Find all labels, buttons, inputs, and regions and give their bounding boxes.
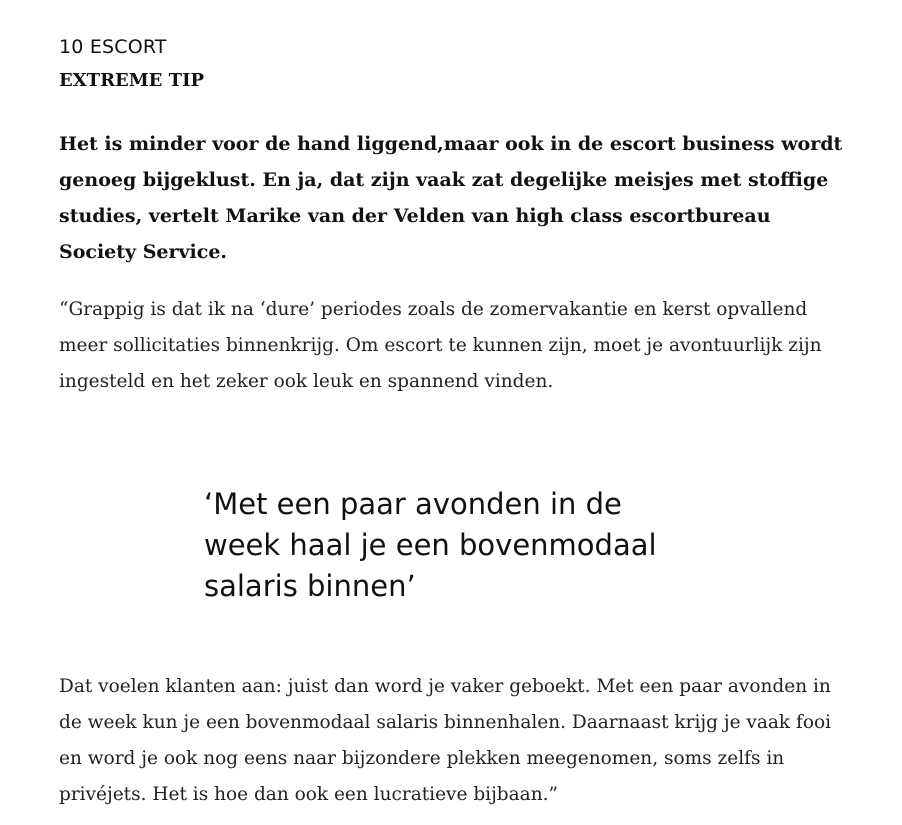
intro-paragraph: Het is minder voor de hand liggend,maar ook in de escort business wordt genoeg bijgeklust. En ja, dat zijn vaak zat degelijke meisjes met stoffige studies, vertelt Marike van der Velden van high class escortbureau Society Service.	[59, 133, 843, 263]
body-paragraph-1: “Grappig is dat ik na ‘dure’ periodes zoals de zomervakantie en kerst opvallend meer sollicitaties binnenkrijg. Om escort te kunnen zijn, moet je avontuurlijk zijn ingesteld en het zeker ook leuk en spannend vinden.	[59, 299, 822, 392]
section-subheading: EXTREME TIP	[59, 70, 205, 91]
article	[59, 30, 849, 813]
section-number-heading: 10 ESCORT	[59, 36, 167, 58]
pull-quote: ‘Met een paar avonden in de week haal je een bovenmodaal salaris binnen’	[204, 487, 657, 603]
body-paragraph-2: Dat voelen klanten aan: juist dan word je vaker geboekt. Met een paar avonden in de week kun je een bovenmodaal salaris binnenhalen. Daarnaast krijg je vaak fooi en word je ook nog eens naar bijzondere plekken meegenomen, soms zelfs in privéjets. Het is hoe dan ook een lucratieve bijbaan.”	[59, 676, 832, 805]
